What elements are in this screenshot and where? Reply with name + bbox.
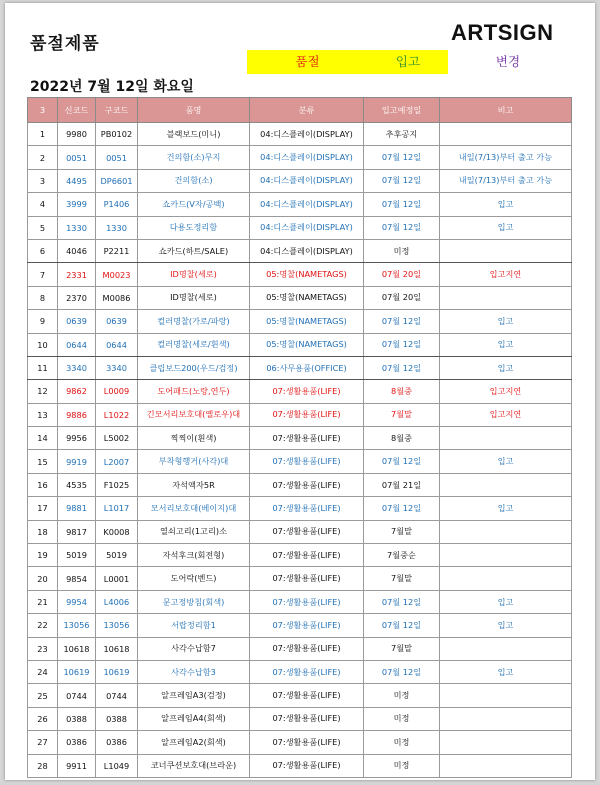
cell-product-name: 컬러명찰(세로/흰색) bbox=[138, 333, 250, 356]
cell-product-name: 컬러명찰(가로/파랑) bbox=[138, 310, 250, 333]
cell-eta: 07월 12일 bbox=[364, 614, 440, 637]
cell-old-code: F1025 bbox=[96, 473, 138, 496]
cell-eta: 07월 12일 bbox=[364, 660, 440, 683]
cell-eta: 8월중 bbox=[364, 427, 440, 450]
cell-row-number: 3 bbox=[28, 169, 58, 192]
cell-old-code: 13056 bbox=[96, 614, 138, 637]
cell-product-name: ID명찰(세로) bbox=[138, 286, 250, 309]
col-header-product: 품명 bbox=[138, 98, 250, 123]
cell-product-name: 자석액자5R bbox=[138, 473, 250, 496]
cell-eta: 07월 21일 bbox=[364, 473, 440, 496]
cell-eta: 미정 bbox=[364, 684, 440, 707]
cell-note: 입고 bbox=[440, 216, 572, 239]
table-row bbox=[28, 614, 572, 637]
table-row bbox=[28, 356, 572, 379]
cell-row-number: 18 bbox=[28, 520, 58, 543]
cell-note: 입고 bbox=[440, 590, 572, 613]
page-title: 품절제품 bbox=[30, 34, 100, 54]
cell-row-number: 16 bbox=[28, 473, 58, 496]
cell-eta: 07월 12일 bbox=[364, 450, 440, 473]
table-row bbox=[28, 497, 572, 520]
cell-old-code: 0386 bbox=[96, 731, 138, 754]
cell-eta: 07월 12일 bbox=[364, 590, 440, 613]
table-row bbox=[28, 380, 572, 403]
cell-new-code: 9881 bbox=[58, 497, 96, 520]
cell-product-name: ID명찰(세로) bbox=[138, 263, 250, 286]
cell-eta: 7월말 bbox=[364, 567, 440, 590]
cell-eta: 07월 20일 bbox=[364, 263, 440, 286]
cell-old-code: 0744 bbox=[96, 684, 138, 707]
table-row bbox=[28, 707, 572, 730]
cell-category: 04:디스플레이(DISPLAY) bbox=[250, 193, 364, 216]
table-row bbox=[28, 193, 572, 216]
cell-row-number: 26 bbox=[28, 707, 58, 730]
cell-note: 내일(7/13)부터 출고 가능 bbox=[440, 169, 572, 192]
cell-new-code: 4046 bbox=[58, 239, 96, 262]
cell-product-name: 다용도정리함 bbox=[138, 216, 250, 239]
cell-old-code: P2211 bbox=[96, 239, 138, 262]
cell-category: 05:명찰(NAMETAGS) bbox=[250, 286, 364, 309]
cell-row-number: 7 bbox=[28, 263, 58, 286]
cell-new-code: 0386 bbox=[58, 731, 96, 754]
table-row bbox=[28, 450, 572, 473]
cell-row-number: 15 bbox=[28, 450, 58, 473]
cell-old-code: L0009 bbox=[96, 380, 138, 403]
cell-new-code: 9911 bbox=[58, 754, 96, 777]
table-row bbox=[28, 333, 572, 356]
cell-row-number: 8 bbox=[28, 286, 58, 309]
cell-old-code: L5002 bbox=[96, 427, 138, 450]
cell-old-code: L1017 bbox=[96, 497, 138, 520]
cell-category: 07:생활용품(LIFE) bbox=[250, 614, 364, 637]
cell-old-code: 10618 bbox=[96, 637, 138, 660]
cell-new-code: 9817 bbox=[58, 520, 96, 543]
cell-product-name: 문고정방침(회색) bbox=[138, 590, 250, 613]
cell-category: 07:생활용품(LIFE) bbox=[250, 684, 364, 707]
table-row bbox=[28, 263, 572, 286]
cell-old-code: L2007 bbox=[96, 450, 138, 473]
table-row bbox=[28, 427, 572, 450]
col-header-new-code: 신코드 bbox=[58, 98, 96, 123]
cell-category: 07:생활용품(LIFE) bbox=[250, 380, 364, 403]
cell-eta: 미정 bbox=[364, 731, 440, 754]
cell-old-code: 5019 bbox=[96, 544, 138, 567]
cell-note bbox=[440, 239, 572, 262]
cell-old-code: 3340 bbox=[96, 356, 138, 379]
cell-note: 입고 bbox=[440, 614, 572, 637]
table-row bbox=[28, 731, 572, 754]
cell-new-code: 3999 bbox=[58, 193, 96, 216]
cell-eta: 07월 12일 bbox=[364, 216, 440, 239]
cell-note: 입고 bbox=[440, 193, 572, 216]
cell-note bbox=[440, 567, 572, 590]
cell-new-code: 0051 bbox=[58, 146, 96, 169]
cell-new-code: 2370 bbox=[58, 286, 96, 309]
cell-category: 07:생활용품(LIFE) bbox=[250, 544, 364, 567]
cell-row-number: 21 bbox=[28, 590, 58, 613]
table-row bbox=[28, 660, 572, 683]
table-row bbox=[28, 239, 572, 262]
report-date: 2022년 7월 12일 화요일 bbox=[30, 79, 194, 95]
col-header-old-code: 구코드 bbox=[96, 98, 138, 123]
cell-category: 07:생활용품(LIFE) bbox=[250, 520, 364, 543]
cell-note bbox=[440, 473, 572, 496]
cell-old-code: M0023 bbox=[96, 263, 138, 286]
cell-new-code: 3340 bbox=[58, 356, 96, 379]
cell-old-code: 0644 bbox=[96, 333, 138, 356]
table-row bbox=[28, 123, 572, 146]
cell-new-code: 9980 bbox=[58, 123, 96, 146]
cell-product-name: 자석후크(회전형) bbox=[138, 544, 250, 567]
cell-category: 07:생활용품(LIFE) bbox=[250, 427, 364, 450]
cell-note: 입고지연 bbox=[440, 380, 572, 403]
cell-row-number: 5 bbox=[28, 216, 58, 239]
cell-note bbox=[440, 427, 572, 450]
table-row bbox=[28, 310, 572, 333]
legend-soldout: 품절 bbox=[247, 50, 368, 74]
soldout-table bbox=[27, 97, 572, 778]
cell-new-code: 4495 bbox=[58, 169, 96, 192]
cell-product-name: 찍찍이(흰색) bbox=[138, 427, 250, 450]
cell-category: 05:명찰(NAMETAGS) bbox=[250, 310, 364, 333]
cell-product-name: 코너쿠션보호대(브라운) bbox=[138, 754, 250, 777]
cell-category: 07:생활용품(LIFE) bbox=[250, 450, 364, 473]
cell-product-name: 클립보드200(우드/검정) bbox=[138, 356, 250, 379]
cell-new-code: 0388 bbox=[58, 707, 96, 730]
cell-row-number: 19 bbox=[28, 544, 58, 567]
cell-note: 입고 bbox=[440, 333, 572, 356]
col-header-category: 분류 bbox=[250, 98, 364, 123]
cell-new-code: 1330 bbox=[58, 216, 96, 239]
cell-new-code: 0644 bbox=[58, 333, 96, 356]
cell-note bbox=[440, 731, 572, 754]
cell-category: 07:생활용품(LIFE) bbox=[250, 707, 364, 730]
cell-new-code: 2331 bbox=[58, 263, 96, 286]
cell-row-number: 22 bbox=[28, 614, 58, 637]
table-row bbox=[28, 169, 572, 192]
cell-row-number: 6 bbox=[28, 239, 58, 262]
cell-row-number: 10 bbox=[28, 333, 58, 356]
cell-product-name: 블랙보드(미니) bbox=[138, 123, 250, 146]
cell-eta: 7월말 bbox=[364, 403, 440, 426]
cell-category: 04:디스플레이(DISPLAY) bbox=[250, 123, 364, 146]
cell-category: 07:생활용품(LIFE) bbox=[250, 473, 364, 496]
cell-note bbox=[440, 684, 572, 707]
cell-product-name: 열쇠고리(1고리)소 bbox=[138, 520, 250, 543]
cell-new-code: 9956 bbox=[58, 427, 96, 450]
cell-eta: 8월중 bbox=[364, 380, 440, 403]
cell-row-number: 14 bbox=[28, 427, 58, 450]
cell-row-number: 9 bbox=[28, 310, 58, 333]
cell-row-number: 27 bbox=[28, 731, 58, 754]
cell-old-code: 10619 bbox=[96, 660, 138, 683]
cell-product-name: 사각수납함3 bbox=[138, 660, 250, 683]
legend-restocked: 입고 bbox=[368, 50, 448, 74]
cell-row-number: 11 bbox=[28, 356, 58, 379]
cell-product-name: 알프레임A4(회색) bbox=[138, 707, 250, 730]
cell-note: 입고 bbox=[440, 660, 572, 683]
cell-old-code: 0639 bbox=[96, 310, 138, 333]
cell-category: 07:생활용품(LIFE) bbox=[250, 731, 364, 754]
cell-new-code: 9862 bbox=[58, 380, 96, 403]
cell-eta: 미정 bbox=[364, 707, 440, 730]
cell-eta: 07월 12일 bbox=[364, 310, 440, 333]
cell-product-name: 서랍정리함1 bbox=[138, 614, 250, 637]
cell-new-code: 9886 bbox=[58, 403, 96, 426]
table-row bbox=[28, 637, 572, 660]
cell-category: 04:디스플레이(DISPLAY) bbox=[250, 216, 364, 239]
table-row bbox=[28, 216, 572, 239]
cell-eta: 07월 12일 bbox=[364, 333, 440, 356]
cell-row-number: 13 bbox=[28, 403, 58, 426]
cell-old-code: K0008 bbox=[96, 520, 138, 543]
cell-eta: 07월 12일 bbox=[364, 356, 440, 379]
cell-new-code: 5019 bbox=[58, 544, 96, 567]
cell-row-number: 23 bbox=[28, 637, 58, 660]
cell-note bbox=[440, 520, 572, 543]
cell-new-code: 9854 bbox=[58, 567, 96, 590]
cell-eta: 07월 12일 bbox=[364, 497, 440, 520]
table-row bbox=[28, 520, 572, 543]
table-row bbox=[28, 567, 572, 590]
cell-note: 입고 bbox=[440, 497, 572, 520]
cell-old-code: L1022 bbox=[96, 403, 138, 426]
cell-row-number: 20 bbox=[28, 567, 58, 590]
cell-eta: 07월 12일 bbox=[364, 146, 440, 169]
cell-note bbox=[440, 707, 572, 730]
cell-row-number: 2 bbox=[28, 146, 58, 169]
table-row bbox=[28, 286, 572, 309]
cell-eta: 7월중순 bbox=[364, 544, 440, 567]
cell-category: 07:생활용품(LIFE) bbox=[250, 497, 364, 520]
col-header-eta: 입고예정일 bbox=[364, 98, 440, 123]
cell-new-code: 13056 bbox=[58, 614, 96, 637]
table-row bbox=[28, 403, 572, 426]
cell-product-name: 도어패드(노랑,연두) bbox=[138, 380, 250, 403]
col-header-count: 3 bbox=[28, 98, 58, 123]
cell-row-number: 4 bbox=[28, 193, 58, 216]
table-row bbox=[28, 146, 572, 169]
cell-row-number: 24 bbox=[28, 660, 58, 683]
cell-old-code: L0001 bbox=[96, 567, 138, 590]
cell-product-name: 사각수납함7 bbox=[138, 637, 250, 660]
cell-eta: 7월말 bbox=[364, 637, 440, 660]
cell-category: 04:디스플레이(DISPLAY) bbox=[250, 169, 364, 192]
cell-product-name: 긴모서리보호대(옐로우)대 bbox=[138, 403, 250, 426]
cell-old-code: L4006 bbox=[96, 590, 138, 613]
cell-new-code: 4535 bbox=[58, 473, 96, 496]
cell-old-code: L1049 bbox=[96, 754, 138, 777]
cell-note bbox=[440, 544, 572, 567]
cell-category: 07:생활용품(LIFE) bbox=[250, 590, 364, 613]
cell-category: 04:디스플레이(DISPLAY) bbox=[250, 146, 364, 169]
cell-eta: 07월 12일 bbox=[364, 169, 440, 192]
cell-category: 07:생활용품(LIFE) bbox=[250, 567, 364, 590]
table-row bbox=[28, 544, 572, 567]
cell-old-code: M0086 bbox=[96, 286, 138, 309]
cell-new-code: 10618 bbox=[58, 637, 96, 660]
cell-category: 07:생활용품(LIFE) bbox=[250, 637, 364, 660]
cell-category: 07:생활용품(LIFE) bbox=[250, 660, 364, 683]
cell-eta: 07월 20일 bbox=[364, 286, 440, 309]
cell-note bbox=[440, 123, 572, 146]
cell-category: 04:디스플레이(DISPLAY) bbox=[250, 239, 364, 262]
cell-category: 07:생활용품(LIFE) bbox=[250, 754, 364, 777]
cell-note: 입고 bbox=[440, 356, 572, 379]
cell-old-code: 0051 bbox=[96, 146, 138, 169]
cell-category: 05:명찰(NAMETAGS) bbox=[250, 333, 364, 356]
cell-row-number: 1 bbox=[28, 123, 58, 146]
table-row bbox=[28, 590, 572, 613]
cell-product-name: 건의함(소)무지 bbox=[138, 146, 250, 169]
cell-note bbox=[440, 286, 572, 309]
cell-old-code: PB0102 bbox=[96, 123, 138, 146]
cell-new-code: 10619 bbox=[58, 660, 96, 683]
cell-new-code: 0639 bbox=[58, 310, 96, 333]
cell-note: 내일(7/13)부터 출고 가능 bbox=[440, 146, 572, 169]
cell-note bbox=[440, 754, 572, 777]
cell-note bbox=[440, 637, 572, 660]
document-page bbox=[5, 3, 595, 780]
table-row bbox=[28, 754, 572, 777]
cell-product-name: 건의함(소) bbox=[138, 169, 250, 192]
table-row bbox=[28, 473, 572, 496]
cell-eta: 7월말 bbox=[364, 520, 440, 543]
cell-old-code: 1330 bbox=[96, 216, 138, 239]
cell-eta: 추후공지 bbox=[364, 123, 440, 146]
cell-note: 입고지연 bbox=[440, 263, 572, 286]
cell-new-code: 9919 bbox=[58, 450, 96, 473]
cell-row-number: 17 bbox=[28, 497, 58, 520]
cell-product-name: 도어락(벤드) bbox=[138, 567, 250, 590]
cell-row-number: 25 bbox=[28, 684, 58, 707]
cell-product-name: 알프레임A3(검정) bbox=[138, 684, 250, 707]
cell-product-name: 쇼카드(V자/공백) bbox=[138, 193, 250, 216]
cell-old-code: DP6601 bbox=[96, 169, 138, 192]
table-header-row bbox=[28, 98, 572, 123]
col-header-note: 비고 bbox=[440, 98, 572, 123]
cell-category: 05:명찰(NAMETAGS) bbox=[250, 263, 364, 286]
cell-product-name: 모서리보호대(베이지)대 bbox=[138, 497, 250, 520]
cell-old-code: P1406 bbox=[96, 193, 138, 216]
cell-eta: 미정 bbox=[364, 239, 440, 262]
cell-note: 입고 bbox=[440, 450, 572, 473]
table-row bbox=[28, 684, 572, 707]
cell-note: 입고지연 bbox=[440, 403, 572, 426]
legend-changed: 변경 bbox=[448, 50, 568, 74]
cell-eta: 07월 12일 bbox=[364, 193, 440, 216]
cell-note: 입고 bbox=[440, 310, 572, 333]
brand-logo-text: ARTSIGN bbox=[451, 20, 554, 45]
cell-product-name: 쇼카드(하트/SALE) bbox=[138, 239, 250, 262]
cell-product-name: 부착형행거(사각)대 bbox=[138, 450, 250, 473]
cell-product-name: 알프레임A2(회색) bbox=[138, 731, 250, 754]
cell-category: 07:생활용품(LIFE) bbox=[250, 403, 364, 426]
cell-new-code: 9954 bbox=[58, 590, 96, 613]
cell-eta: 미정 bbox=[364, 754, 440, 777]
cell-row-number: 28 bbox=[28, 754, 58, 777]
cell-category: 06:사무용품(OFFICE) bbox=[250, 356, 364, 379]
cell-old-code: 0388 bbox=[96, 707, 138, 730]
cell-row-number: 12 bbox=[28, 380, 58, 403]
cell-new-code: 0744 bbox=[58, 684, 96, 707]
